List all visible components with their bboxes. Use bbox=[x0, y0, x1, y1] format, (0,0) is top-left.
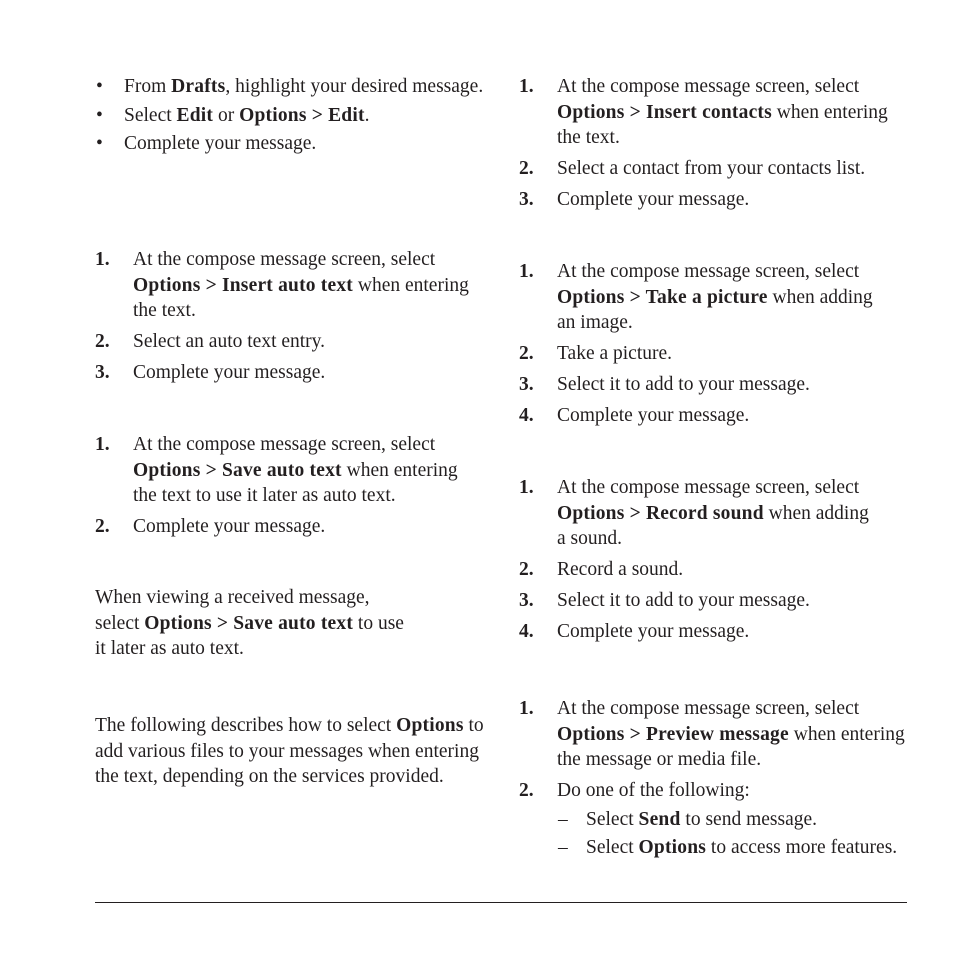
step-item: 4. Complete your message. bbox=[519, 405, 750, 426]
step-item: 1. At the compose message screen, select Options > Take a picture when adding an image. bbox=[519, 261, 873, 333]
step-item: 2. Record a sound. bbox=[519, 559, 684, 580]
insert-contacts-steps bbox=[519, 74, 894, 218]
step-item: 1. At the compose message screen, select Options > Record sound when adding a sound. bbox=[519, 477, 869, 549]
step-item: 2. Complete your message. bbox=[95, 516, 326, 537]
step-item: 2. Select an auto text entry. bbox=[95, 331, 326, 352]
options-intro-paragraph: The following describes how to select Options to add various files to your messages when entering the text, depending on the services provided. bbox=[95, 715, 484, 787]
list-item: • Complete your message. bbox=[95, 131, 485, 157]
step-item: 3. Select it to add to your message. bbox=[519, 590, 810, 611]
step-item: 2. Take a picture. bbox=[519, 343, 673, 364]
drafts-bullet-list bbox=[95, 74, 485, 160]
footer-divider bbox=[95, 902, 907, 903]
insert-auto-text-steps bbox=[95, 247, 485, 391]
list-item: • From Drafts, highlight your desired message. bbox=[95, 74, 485, 100]
received-message-paragraph: When viewing a received message, select Options > Save auto text to use it later as auto text. bbox=[95, 587, 404, 659]
step-item: 1. At the compose message screen, select Options > Insert contacts when entering the text. bbox=[519, 76, 888, 148]
bullet-icon: • bbox=[96, 104, 103, 126]
record-sound-steps bbox=[519, 475, 879, 650]
bullet-icon: • bbox=[96, 133, 103, 154]
step-item: 4. Complete your message. bbox=[519, 621, 750, 642]
step-item: 1. At the compose message screen, select Options > Insert auto text when entering the text. bbox=[95, 249, 469, 321]
step-item: 2. Select a contact from your contacts list. bbox=[519, 158, 866, 179]
list-item: • Select Edit or Options > Edit. bbox=[95, 103, 485, 129]
step-item: 1. At the compose message screen, select Options > Preview message when entering the message or media file. bbox=[519, 698, 905, 770]
step-item: 3. Select it to add to your message. bbox=[519, 374, 810, 395]
step-item: 1. At the compose message screen, select Options > Save auto text when entering the text to use it later as auto text. bbox=[95, 434, 458, 506]
preview-message-steps bbox=[519, 696, 914, 864]
step-item: 3. Complete your message. bbox=[95, 362, 326, 383]
save-auto-text-steps bbox=[95, 432, 485, 545]
step-item: 2. Do one of the following: bbox=[519, 780, 750, 801]
dash-item: – Select Options to access more features. bbox=[558, 837, 898, 858]
bullet-icon: • bbox=[96, 76, 103, 97]
step-item: 3. Complete your message. bbox=[519, 189, 750, 210]
take-picture-steps bbox=[519, 259, 879, 434]
dash-item: – Select Send to send message. bbox=[558, 808, 818, 830]
